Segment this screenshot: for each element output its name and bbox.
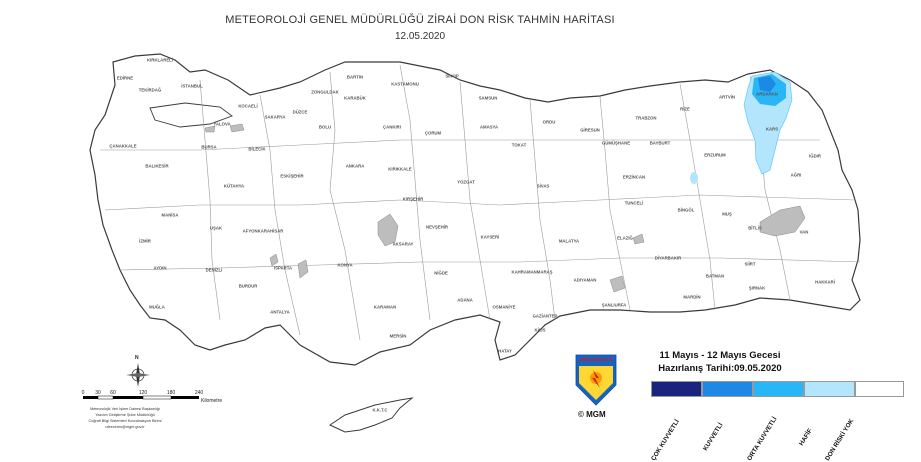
province-label: KAYSERİ	[480, 234, 500, 240]
province-label: HAKKARİ	[815, 279, 835, 285]
province-label: ADIYAMAN	[573, 277, 597, 283]
province-label: ELAZIĞ	[617, 235, 633, 241]
province-label: ARTVİN	[719, 94, 735, 100]
cyprus-island	[330, 398, 412, 432]
province-label: ANKARA	[345, 163, 365, 169]
province-label: MALATYA	[558, 238, 580, 244]
copyright-text: © MGM	[578, 410, 606, 419]
province-label: DENİZLİ	[205, 267, 223, 273]
province-label: RİZE	[680, 106, 690, 112]
province-label: TOKAT	[511, 142, 527, 148]
frost-light-spot	[690, 172, 698, 184]
legend-swatch-cok-kuvvetli	[651, 381, 702, 397]
credit-line: ufeeceres@mgm.gov.tr	[105, 425, 145, 429]
province-label: ORDU	[542, 119, 556, 125]
province-label: BARTIN	[346, 74, 364, 80]
legend-label: ORTA KUVVETLİ	[746, 415, 779, 462]
province-label: ERZİNCAN	[622, 174, 646, 180]
legend-label: HAFİF	[798, 427, 814, 447]
province-label: AFYONKARAHİSAR	[242, 228, 284, 234]
province-label: BOLU	[318, 124, 332, 130]
province-label: ERZURUM	[704, 152, 726, 158]
province-label: NİĞDE	[434, 270, 448, 276]
province-label: KARAMAN	[373, 304, 397, 310]
scale-tick: 120	[138, 390, 148, 396]
legend-swatch-orta-kuvvetli	[753, 381, 804, 397]
province-label: KASTAMONU	[391, 81, 419, 87]
province-label: SAKARYA	[264, 114, 286, 120]
province-label: KARS	[765, 126, 779, 132]
province-label: SİİRT	[744, 261, 756, 267]
province-label: SAMSUN	[478, 95, 498, 101]
credit-line: Meteorolojik Veri İşlem Dairesi Başkanlığı	[90, 407, 160, 411]
legend-swatch-hafif	[804, 381, 855, 397]
map-date: 12.05.2020	[394, 31, 446, 42]
legend-label: DON RİSKİ YOK	[824, 417, 856, 462]
scale-tick: 60	[110, 390, 116, 396]
province-label: YOZGAT	[457, 179, 475, 185]
province-label: SİVAS	[536, 183, 550, 189]
scale-tick: 0	[81, 390, 85, 396]
province-label: HATAY	[498, 348, 512, 354]
credit-line: Coğrafi Bilgi Sistemleri Koordinasyon Birimi	[88, 419, 162, 423]
province-label: VAN	[799, 229, 809, 235]
compass-icon	[126, 363, 150, 387]
province-label: ŞANLIURFA	[601, 302, 627, 308]
province-label: MANİSA	[161, 212, 179, 218]
province-label: MERSİN	[389, 333, 407, 339]
province-label: BURDUR	[238, 283, 258, 289]
province-label: IĞDIR	[809, 153, 821, 159]
province-label: ARDAHAN	[756, 91, 778, 97]
province-label: DİYARBAKIR	[654, 255, 682, 261]
province-label: TUNCELİ	[624, 200, 644, 206]
scale-tick: 240	[194, 390, 204, 396]
province-label: BATMAN	[705, 273, 725, 279]
province-label: ANTALYA	[270, 309, 290, 315]
province-label: OSMANİYE	[492, 304, 516, 310]
scale-tick: 180	[166, 390, 176, 396]
province-label: KAHRAMANMARAŞ	[511, 269, 553, 275]
province-label: İSTANBUL	[181, 83, 203, 89]
scale-bar	[83, 396, 199, 399]
province-label: ISPARTA	[273, 265, 293, 271]
legend-title: 11 Mayıs - 12 Mayıs Gecesi	[659, 350, 781, 361]
province-label: TEKİRDAĞ	[138, 87, 162, 93]
province-label: MUŞ	[722, 211, 732, 217]
province-label: YALOVA	[213, 121, 231, 127]
province-label: ÇORUM	[424, 130, 442, 136]
province-label: BİTLİS	[748, 225, 762, 231]
province-label: BALIKESİR	[145, 163, 169, 169]
scale-unit: Kilometre	[201, 398, 223, 404]
province-label: KİLİS	[534, 327, 546, 333]
legend-label: ÇOK KUVVETLİ	[650, 418, 681, 462]
province-label: GAZİANTEP	[532, 313, 558, 319]
province-label: KÜTAHYA	[223, 183, 245, 189]
logo-text: METEOROLOJİ	[579, 357, 613, 362]
province-label: KIRKLARELİ	[146, 57, 174, 63]
province-label: MARDİN	[683, 294, 701, 300]
province-label: SİNOP	[445, 73, 459, 79]
credit-line: Yazılım Geliştirme Şube Müdürlüğü	[95, 413, 155, 417]
compass-north: N	[135, 355, 139, 361]
province-label: ZONGULDAK	[311, 89, 339, 95]
province-label: GÜMÜŞHANE	[601, 140, 631, 146]
province-label: KARABÜK	[344, 95, 366, 101]
province-label: UŞAK	[209, 225, 223, 231]
turkey-outline	[90, 54, 860, 365]
province-label: BURSA	[201, 144, 217, 150]
scale-tick: 30	[95, 390, 101, 396]
province-label: ÇANAKKALE	[109, 143, 137, 149]
province-label: ADANA	[457, 297, 473, 303]
province-label: AMASYA	[479, 124, 499, 130]
province-label: AĞRI	[790, 172, 802, 178]
province-label: ŞIRNAK	[748, 285, 766, 291]
province-label: AKSARAY	[392, 241, 414, 247]
province-label: KIRIKKALE	[388, 166, 412, 172]
province-label: İZMİR	[139, 238, 151, 244]
province-label: ÇANKIRI	[383, 124, 401, 130]
province-label: EDİRNE	[116, 75, 134, 81]
legend-swatch-don-riski-yok	[855, 381, 904, 397]
province-label: KOCAELİ	[238, 103, 258, 109]
province-label: GİRESUN	[580, 127, 600, 133]
province-label: ESKİŞEHİR	[280, 173, 304, 179]
cyprus-label: K.K.T.C	[372, 407, 388, 413]
legend-label: KUVVETLİ	[702, 421, 725, 452]
legend-swatch-kuvvetli	[702, 381, 753, 397]
province-label: AYDIN	[153, 265, 167, 271]
province-label: TRABZON	[635, 115, 657, 121]
province-label: MUĞLA	[149, 304, 165, 310]
province-label: NEVŞEHİR	[426, 224, 448, 230]
province-label: BAYBURT	[649, 140, 671, 146]
province-label: KONYA	[337, 262, 353, 268]
province-label: KIRŞEHİR	[402, 196, 424, 202]
province-label: BİNGÖL	[677, 207, 695, 213]
province-label: DÜZCE	[292, 109, 308, 115]
map-title: METEOROLOJİ GENEL MÜDÜRLÜĞÜ ZİRAİ DON RİSK TAHMİN HARİTASI	[225, 14, 615, 26]
legend-prepared-date: Hazırlanış Tarihi:09.05.2020	[658, 363, 782, 374]
province-label: BİLECİK	[248, 146, 266, 152]
